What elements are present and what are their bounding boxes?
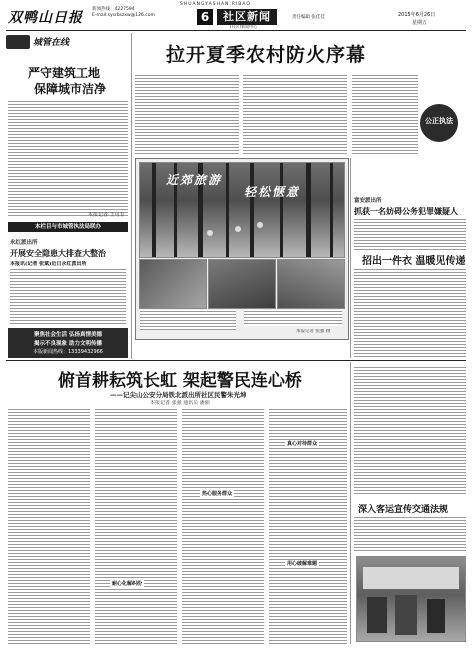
left-headline-2: 保障城市洁净 <box>34 82 107 96</box>
bottom-headline: 俯首耕耘筑长虹 架起警民连心桥 <box>58 371 302 391</box>
right-headline: 抓获一名妨碍公务犯罪嫌疑人 <box>354 207 458 216</box>
hotline-box <box>8 328 128 358</box>
photo-caption-1: 近郊旅游 <box>166 173 223 187</box>
contact-hotline: 新闻热线：4227594 <box>92 7 135 12</box>
top-right-body <box>352 74 418 154</box>
bottom-right-body-top <box>354 366 466 496</box>
issue-weekday: 星期五 <box>412 20 428 26</box>
main-body-col-1 <box>135 74 239 154</box>
left-bottom-headline: 开展安全隐患大排查大整治 <box>10 249 106 258</box>
photo-small-3 <box>277 259 345 309</box>
bottom-body-col-1 <box>8 408 90 644</box>
section-title: 社区新闻 <box>217 9 277 25</box>
left-body-text <box>8 100 128 218</box>
right-body-2 <box>354 268 466 358</box>
right-headline-2: 招出一件衣 温暖见传递 <box>362 256 466 267</box>
left-column-divider <box>131 33 132 359</box>
left-bottom-body <box>10 268 126 324</box>
main-headline: 拉开夏季农村防火序幕 <box>166 44 367 66</box>
left-byline: 本报记者 王可专 <box>88 212 125 218</box>
subhead-2: 热心服务群众 <box>202 491 233 497</box>
bus-photo <box>356 556 466 642</box>
photo-collage <box>135 158 349 340</box>
column-badge-area <box>6 33 126 51</box>
bottom-body-col-2 <box>95 408 177 644</box>
subhead-1: 耐心化解纠纷 <box>112 581 143 587</box>
right-kicker: 富安派出所 <box>354 198 382 204</box>
photo-small-1 <box>139 259 207 309</box>
right-body-1 <box>354 218 466 252</box>
left-kicker: 永红派出所 <box>10 240 38 246</box>
section-subtitle: (社区)新闻中心 <box>230 24 258 29</box>
bottom-byline: 本报记者 张强 通讯员 潘丽 <box>150 400 210 406</box>
left-banner: 本栏目与市城管执法局联办 <box>8 222 128 232</box>
page-number: 6 <box>197 9 213 25</box>
hotline-line-3: 本版新闻热线：13339432966 <box>33 349 103 355</box>
photo-caption-text-left <box>140 310 236 330</box>
hotline-line-1: 聚焦社会生活 弘扬真情美德 <box>34 332 102 338</box>
bottom-section-rule <box>6 360 466 361</box>
photo-caption-2: 轻松惬意 <box>244 185 301 199</box>
column-badge: 城管在线 <box>33 38 70 48</box>
bus-interior-graphic <box>357 557 465 641</box>
hotline-line-2: 揭示不良现象 助力文明传播 <box>34 341 102 347</box>
fair-law-badge-text: 公正执法 <box>425 117 453 125</box>
bottom-right-body-mid <box>354 516 466 552</box>
paper-pinyin: SHUANGYASHAN RIBAO <box>180 2 251 7</box>
photo-forest-main <box>139 162 345 258</box>
photo-byline: 本报记者 张强 摄 <box>296 329 331 334</box>
photo-caption-text-right <box>244 310 342 326</box>
subhead-3: 真心对待群众 <box>287 441 318 447</box>
photo-small-2 <box>208 259 276 309</box>
left-bottom-lead: 本报讯(记者 张斌)近日永红派出所 <box>10 261 87 267</box>
bottom-right-divider <box>350 362 351 644</box>
main-body-col-2 <box>243 74 347 154</box>
contact-email: E-mail:sysrbszxw@126.com <box>92 13 155 18</box>
bottom-right-headline: 深入客运宣传交通法规 <box>358 505 449 515</box>
right-column-divider <box>350 158 351 358</box>
editor-credit: 责任编辑 张佳佳 <box>292 15 325 20</box>
column-badge-icon <box>6 35 30 49</box>
bottom-body-col-3 <box>182 408 264 644</box>
bottom-subtitle: ——记尖山公安分局铁北派出所社区民警朱光坤 <box>110 391 247 399</box>
masthead <box>0 0 472 30</box>
paper-name: 双鸭山日报 <box>8 10 83 26</box>
masthead-rule <box>6 30 466 31</box>
fair-law-badge <box>420 104 458 142</box>
issue-date: 2015年6月26日 <box>398 12 436 18</box>
left-headline-1: 严守建筑工地 <box>28 66 101 80</box>
subhead-4: 用心破解难题 <box>287 561 318 567</box>
